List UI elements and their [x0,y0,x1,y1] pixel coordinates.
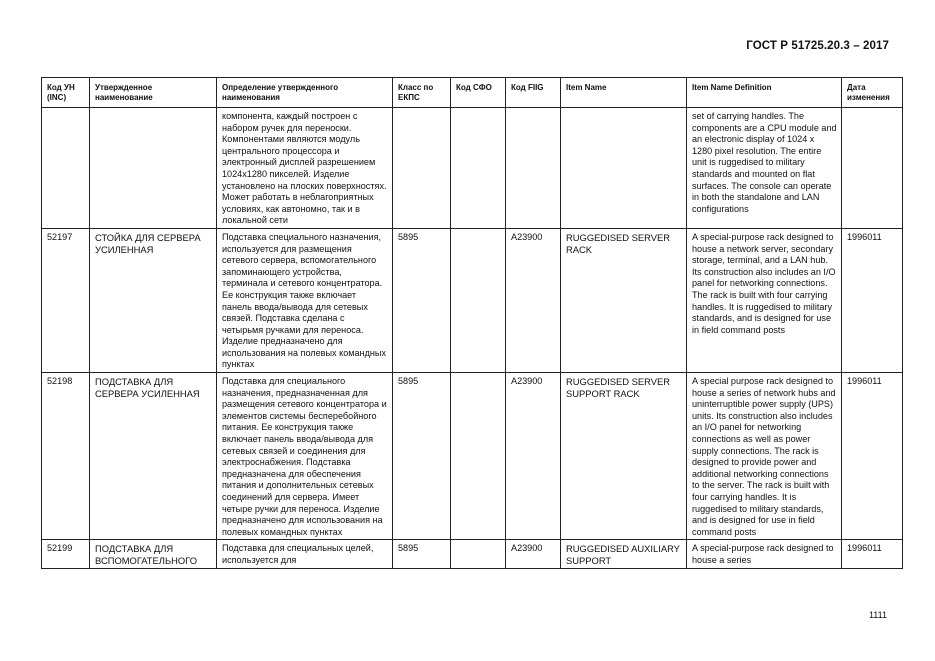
cell-class [393,108,451,229]
column-header-date: Дата изменения [842,78,903,108]
cell-date [842,108,903,229]
cell-item-name: RUGGEDISED AUXILIARY SUPPORT [561,540,687,568]
cell-definition-en: A special-purpose rack designed to house a network server, secondary storage, terminal, and a LAN hub. Its construction also includes an I/O panel for networking connections. The rack is built with four carrying handles. It is ruggedised to military standards, and is designed for use in field command posts [687,228,842,372]
table-row [42,540,903,568]
cell-fiig: A23900 [506,540,561,568]
cell-date: 1996011 [842,540,903,568]
column-header-fiig: Код FIIG [506,78,561,108]
cell-date: 1996011 [842,373,903,540]
cell-inc: 52199 [42,540,90,568]
cell-inc: 52197 [42,228,90,372]
cell-sfo [451,540,506,568]
cell-sfo [451,373,506,540]
cell-name-ru [90,108,217,229]
table-header-row [42,78,903,108]
cell-name-ru: СТОЙКА ДЛЯ СЕРВЕРА УСИЛЕННАЯ [90,228,217,372]
spec-table [41,77,903,569]
table-row [42,108,903,229]
column-header-name-ru: Утвержденное наименование [90,78,217,108]
cell-definition-ru: компонента, каждый построен с набором ручек для переноски. Компонентами являются модуль центрального процессора и электронный дисплей разрешением 1024x1280 пикселей. Изделие установлено на плоских поверхностях. Может работать в неблагоприятных условиях, как автономно, так и в локальной сети [217,108,393,229]
cell-item-name: RUGGEDISED SERVER RACK [561,228,687,372]
cell-item-name [561,108,687,229]
cell-name-ru: ПОДСТАВКА ДЛЯ ВСПОМОГАТЕЛЬНОГО [90,540,217,568]
cell-definition-en: set of carrying handles. The components are a CPU module and an electronic display of 1024 x 1280 pixel resolution. The entire unit is ruggedised to military standards and mounted on flat surfaces. The console can operate in both the standalone and LAN configurations [687,108,842,229]
table-row [42,228,903,372]
column-header-sfo: Код СФО [451,78,506,108]
cell-fiig [506,108,561,229]
cell-sfo [451,108,506,229]
cell-class: 5895 [393,540,451,568]
cell-definition-ru: Подставка специального назначения, используется для размещения сетевого сервера, вспомогательного запоминающего устройства, терминала и сетевого концентратора. Ее конструкция также включает панель ввода/вывода для сетевых связей. Подставка сделана с четырьмя ручками для переноса. Изделие предназначено для использования на полевых командных пунктах [217,228,393,372]
document-title: ГОСТ Р 51725.20.3 – 2017 [746,40,889,52]
cell-fiig: A23900 [506,228,561,372]
column-header-definition-ru: Определение утвержденного наименования [217,78,393,108]
column-header-item-name: Item Name [561,78,687,108]
cell-inc [42,108,90,229]
cell-date: 1996011 [842,228,903,372]
page-number: 1111 [868,610,887,620]
cell-sfo [451,228,506,372]
cell-inc: 52198 [42,373,90,540]
cell-class: 5895 [393,228,451,372]
cell-definition-en: A special-purpose rack designed to house a series [687,540,842,568]
cell-definition-ru: Подставка для специального назначения, предназначенная для размещения сетевого концентратора и элементов системы бесперебойного питания. Ее конструкция также включает панель ввода/вывода для сетевых связей и соединения для электроснабжения. Подставка предназначена для обеспечения питания и дополнительных сетевых соединений для сервера. Имеет четыре ручки для переноса. Изделие предназначено для использования на полевых командных пунктах [217,373,393,540]
cell-definition-en: A special purpose rack designed to house a series of network hubs and uninterruptible power supply (UPS) units. Its construction also includes an I/O panel for networking connections as well as power supply connections. The rack is designed to provide power and additional networking connections to the server. The rack is built with four carrying handles. It is ruggedised to military standards, and is designed for use in field command posts [687,373,842,540]
column-header-item-definition: Item Name Definition [687,78,842,108]
column-header-class: Класс по ЕКПС [393,78,451,108]
cell-item-name: RUGGEDISED SERVER SUPPORT RACK [561,373,687,540]
table-row [42,373,903,540]
cell-name-ru: ПОДСТАВКА ДЛЯ СЕРВЕРА УСИЛЕННАЯ [90,373,217,540]
cell-definition-ru: Подставка для специальных целей, используется для [217,540,393,568]
cell-fiig: A23900 [506,373,561,540]
column-header-inc: Код УН (INC) [42,78,90,108]
cell-class: 5895 [393,373,451,540]
